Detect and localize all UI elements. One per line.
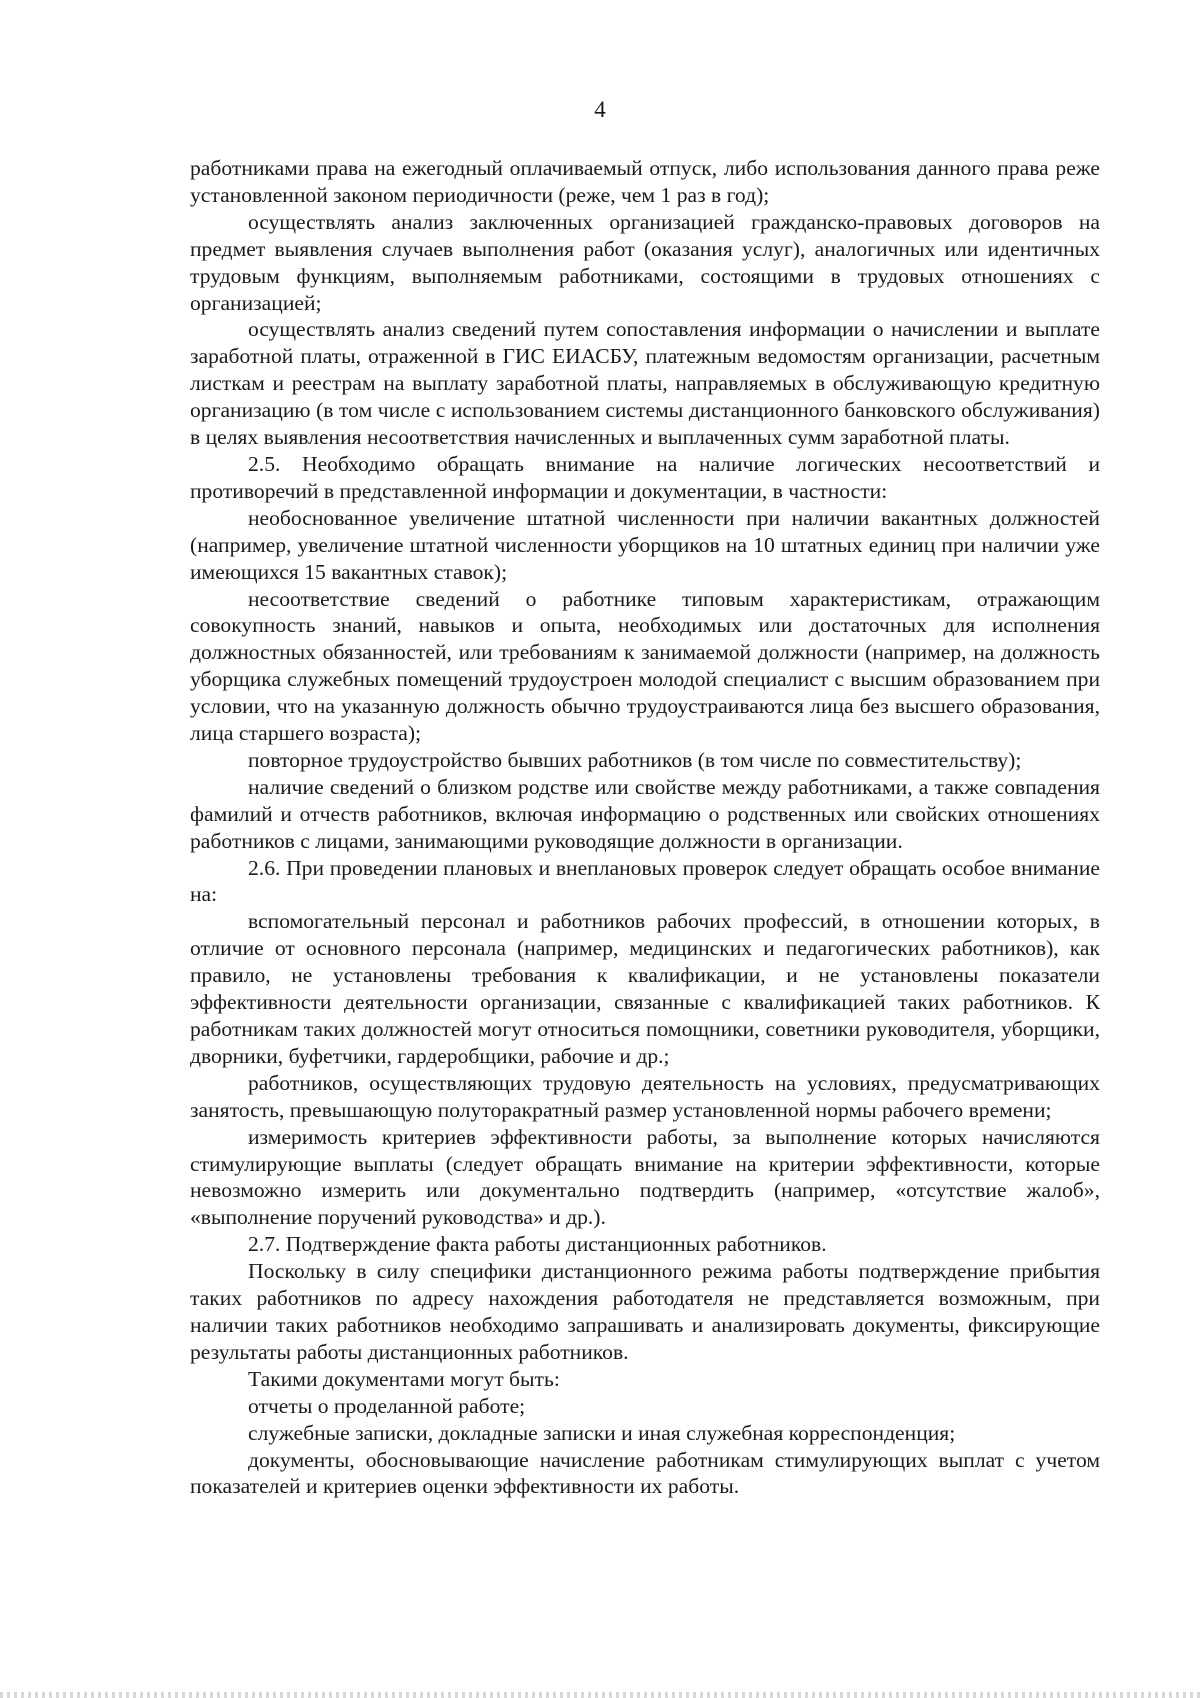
section-2-6-paragraph: 2.6. При проведении плановых и внеплановых проверок следует обращать особое внимание на: bbox=[190, 855, 1100, 907]
paragraph: осуществлять анализ сведений путем сопоставления информации о начислении и выплате заработной платы, отраженной в ГИС ЕИАСБУ, платежным ведомостям организации, расчетным листкам и реестрам на выплату заработной платы, направляемых в обслуживающую кредитную организацию (в том числе с использованием системы дистанционного банковского обслуживания) в целях выявления несоответствия начисленных и выплаченных сумм заработной платы. bbox=[190, 317, 1100, 450]
section-2-5-paragraph: 2.5. Необходимо обращать внимание на наличие логических несоответствий и противоречий в представленной информации и документации, в частности: bbox=[190, 451, 1100, 503]
paragraph: повторное трудоустройство бывших работников (в том числе по совместительству); bbox=[248, 747, 1022, 772]
paragraph: осуществлять анализ заключенных организацией гражданско-правовых договоров на предмет выявления случаев выполнения работ (оказания услуг), аналогичных или идентичных трудовым функциям, выполняемым работниками, состоящими в трудовых отношениях с организацией; bbox=[190, 209, 1100, 315]
paragraph: несоответствие сведений о работнике типовым характеристикам, отражающим совокупность знаний, навыков и опыта, необходимых или достаточных для исполнения должностных обязанностей, или требованиям к занимаемой должности (например, на должность уборщика служебных помещений трудоустроен молодой специалист с высшим образованием при условии, что на указанную должность обычно трудоустраиваются лица без высшего образования, лица старшего возраста); bbox=[190, 586, 1100, 746]
paragraph: работниками права на ежегодный оплачиваемый отпуск, либо использования данного права реже установленной законом периодичности (реже, чем 1 раз в год); bbox=[190, 156, 1100, 207]
paragraph: необоснованное увеличение штатной численности при наличии вакантных должностей (например, увеличение штатной численности уборщиков на 10 штатных единиц при наличии уже имеющихся 15 вакантных ставок); bbox=[190, 505, 1100, 584]
paragraph: документы, обосновывающие начисление работникам стимулирующих выплат с учетом показателей и критериев оценки эффективности их работы. bbox=[190, 1447, 1100, 1499]
page-number: 4 bbox=[594, 97, 606, 122]
paragraph: служебные записки, докладные записки и иная служебная корреспонденция; bbox=[248, 1420, 956, 1445]
document-body bbox=[190, 155, 1100, 1500]
scan-edge-artifact bbox=[0, 1692, 1200, 1698]
paragraph: работников, осуществляющих трудовую деятельность на условиях, предусматривающих занятость, превышающую полуторакратный размер установленной нормы рабочего времени; bbox=[190, 1070, 1100, 1122]
paragraph: измеримость критериев эффективности работы, за выполнение которых начисляются стимулирующие выплаты (следует обращать внимание на критерии эффективности, которые невозможно измерить или документально подтвердить (например, «отсутствие жалоб», «выполнение поручений руководства» и др.). bbox=[190, 1124, 1100, 1230]
paragraph: наличие сведений о близком родстве или свойстве между работниками, а также совпадения фамилий и отчеств работников, включая информацию о родственных или свойских отношениях работников с лицами, занимающими руководящие должности в организации. bbox=[190, 774, 1100, 853]
paragraph: отчеты о проделанной работе; bbox=[248, 1393, 526, 1418]
paragraph: вспомогательный персонал и работников рабочих профессий, в отношении которых, в отличие от основного персонала (например, медицинских и педагогических работников), как правило, не установлены требования к квалификации, и не установлены показатели эффективности деятельности организации, связанные с квалификацией таких работников. К работникам таких должностей могут относиться помощники, советники руководителя, уборщики, дворники, буфетчики, гардеробщики, рабочие и др.; bbox=[190, 909, 1100, 1068]
section-2-7-paragraph: 2.7. Подтверждение факта работы дистанционных работников. bbox=[248, 1232, 827, 1257]
paragraph: Поскольку в силу специфики дистанционного режима работы подтверждение прибытия таких работников по адресу нахождения работодателя не представляется возможным, при наличии таких работников необходимо запрашивать и анализировать документы, фиксирующие результаты работы дистанционных работников. bbox=[190, 1259, 1100, 1364]
paragraph: Такими документами могут быть: bbox=[248, 1366, 560, 1391]
